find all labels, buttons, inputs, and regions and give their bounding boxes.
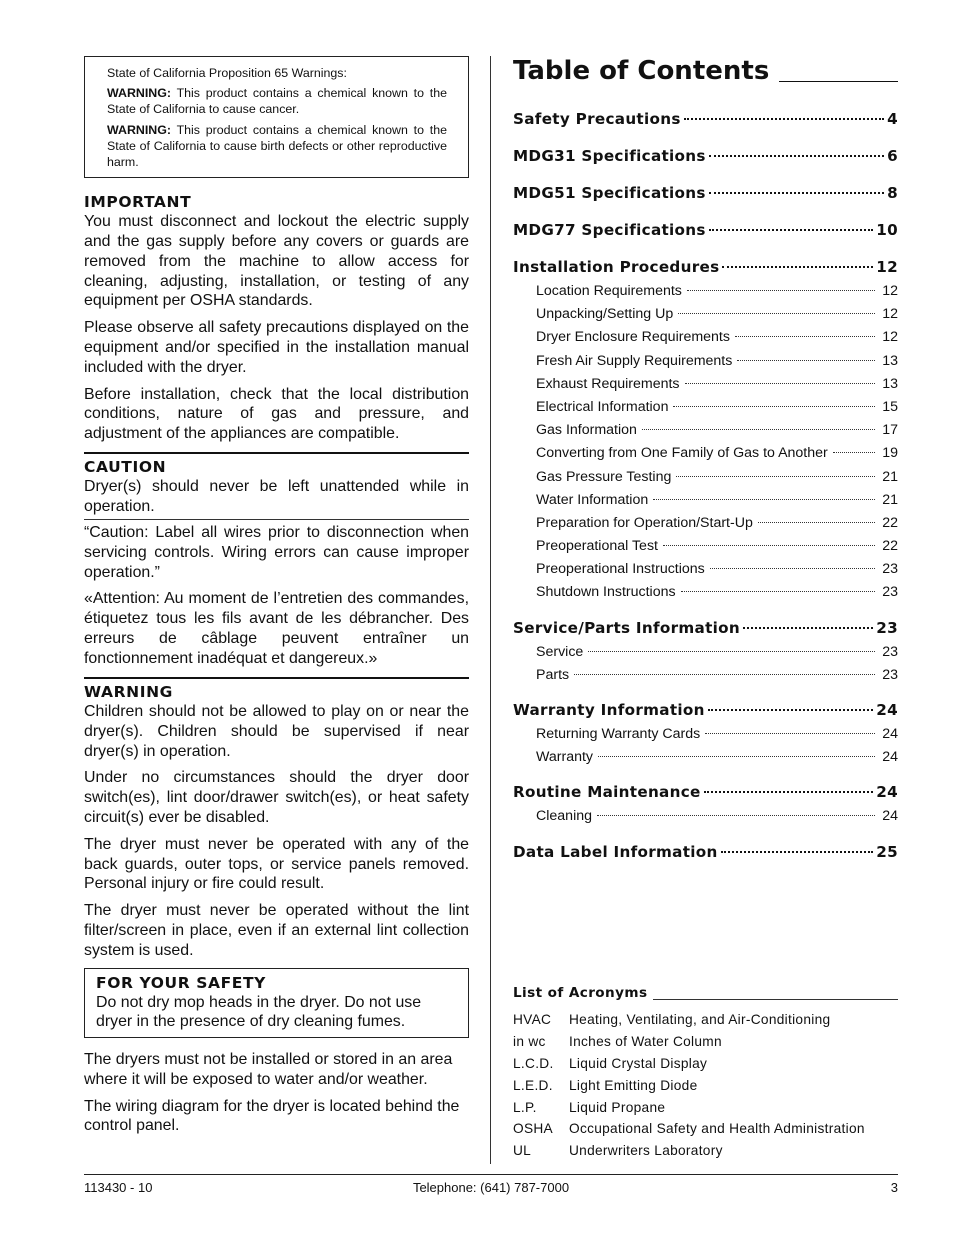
toc-section: [513, 618, 898, 687]
dot-leader: [709, 192, 884, 194]
toc-subentry-title: Water Information: [536, 491, 649, 508]
toc-entry-page: 10: [876, 221, 898, 239]
warning-heading: WARNING: [84, 682, 173, 701]
dot-leader: [678, 313, 875, 314]
toc-subentry-title: Exhaust Requirements: [536, 375, 680, 392]
title-underline: [779, 81, 898, 82]
prop65-heading: State of California Proposition 65 Warnings:: [107, 66, 347, 80]
toc-entry[interactable]: [513, 183, 898, 203]
toc-subentry[interactable]: [513, 466, 898, 489]
acronym-row: [513, 1097, 898, 1119]
prop65-warning-box: [84, 56, 469, 178]
warning-paragraph: Children should not be allowed to play on or near the dryer(s). Children should be supervised if near dryer(s) in operation.: [84, 702, 469, 760]
closing-paragraph: The dryers must not be installed or stored in an area where it will be exposed to water and/or weather.: [84, 1051, 453, 1088]
caution-divider: [84, 519, 469, 520]
toc-subentry-title: Shutdown Instructions: [536, 584, 676, 601]
for-your-safety-text: Do not dry mop heads in the dryer. Do not use dryer in the presence of dry cleaning fumes.: [96, 993, 422, 1031]
toc-subentry[interactable]: [513, 442, 898, 465]
toc-subentry[interactable]: [513, 373, 898, 396]
toc-entry[interactable]: [513, 782, 898, 802]
toc-subentry[interactable]: [513, 280, 898, 303]
toc-subentry[interactable]: [513, 303, 898, 326]
dot-leader: [710, 568, 875, 569]
caution-french-text: «Attention: Au moment de l’entretien des commandes, étiquetez tous les fils avant de les débrancher. Des erreurs de câblage peuvent entraîner un fonctionnement inadéquat et dangereux.»: [84, 590, 469, 667]
toc-entry[interactable]: [513, 257, 898, 277]
toc-subentry[interactable]: [513, 805, 898, 828]
dot-leader: [708, 709, 874, 711]
toc-subentry-title: Unpacking/Setting Up: [536, 306, 674, 323]
acronyms-heading: List of Acronyms: [513, 985, 648, 1001]
toc-entry[interactable]: [513, 842, 898, 862]
toc-subentry-page: 12: [882, 329, 898, 346]
toc-subentry-title: Cleaning: [536, 808, 593, 825]
toc-subentry-page: 13: [882, 375, 898, 392]
acronyms-underline: [653, 999, 898, 1000]
toc-entry-page: 25: [876, 842, 898, 861]
dot-leader: [684, 118, 884, 120]
toc-subentries: [513, 280, 898, 605]
toc-section: [513, 842, 898, 862]
toc-subentry-title: Preoperational Instructions: [536, 561, 705, 578]
toc-subentry-title: Fresh Air Supply Requirements: [536, 352, 733, 369]
important-paragraph: You must disconnect and lockout the electric supply and the gas supply before any covers or guards are removed from the machine to allow access for cleaning, adjusting, installation, or testing of any equipment per OSHA standards.: [84, 213, 469, 310]
acronym-meaning: Liquid Crystal Display: [569, 1055, 708, 1071]
prop65-cancer-warning: [107, 85, 447, 117]
toc-section: [513, 700, 898, 769]
dot-leader: [833, 452, 875, 453]
toc-entry-title: Installation Procedures: [513, 258, 720, 276]
cancer-warning-text: This product contains a chemical known to the State of California to cause cancer.: [107, 86, 447, 117]
toc-subentry[interactable]: [513, 489, 898, 512]
acronym-row: [513, 1118, 898, 1140]
caution-label-wires: “Caution: Label all wires prior to disconnection when servicing controls. Wiring errors can cause improper operation.”: [84, 523, 469, 581]
toc-subentry[interactable]: [513, 746, 898, 769]
toc-subentry-page: 19: [882, 445, 898, 462]
toc-subentry-page: 24: [882, 808, 898, 825]
toc-entry-title: Warranty Information: [513, 701, 705, 719]
toc-subentry-page: 13: [882, 352, 898, 369]
dot-leader: [709, 155, 884, 157]
toc-section: [513, 146, 898, 166]
safety-column: [84, 56, 469, 1136]
birth-defect-warning-text: This product contains a chemical known to the State of California to cause birth defects or other reproductive harm.: [107, 122, 447, 170]
important-paragraph: Before installation, check that the local distribution conditions, nature of gas and pressure, and adjustment of the appliances are compatible.: [84, 385, 469, 443]
toc-entry-page: 24: [876, 701, 898, 719]
toc-subentry-page: 21: [882, 491, 898, 508]
page-number: 3: [890, 1180, 898, 1195]
section-divider: [84, 452, 469, 454]
toc-subentry-title: Location Requirements: [536, 283, 682, 299]
acronym-abbreviation: L.P.: [513, 1099, 537, 1115]
toc-subentry[interactable]: [513, 664, 898, 687]
toc-subentry[interactable]: [513, 723, 898, 746]
toc-subentry[interactable]: [513, 326, 898, 349]
acronym-row: [513, 1031, 898, 1053]
acronym-abbreviation: in wc: [513, 1033, 546, 1049]
toc-subentry-page: 24: [882, 749, 898, 766]
prop65-birth-defect-warning: [107, 122, 447, 171]
toc-subentries: [513, 641, 898, 687]
acronym-meaning: Heating, Ventilating, and Air-Conditioning: [569, 1012, 831, 1027]
toc-subentry-page: 22: [882, 538, 898, 555]
acronyms-section: [513, 985, 898, 1162]
toc-subentry-page: 15: [882, 398, 898, 415]
acronyms-header: [513, 985, 898, 1001]
toc-subentry[interactable]: [513, 581, 898, 604]
dot-leader: [704, 791, 874, 793]
warning-label: WARNING:: [107, 86, 172, 101]
section-divider: [84, 677, 469, 679]
dot-leader: [676, 476, 875, 477]
toc-subentries: [513, 723, 898, 769]
toc-subentry[interactable]: [513, 350, 898, 373]
toc-subentry[interactable]: [513, 558, 898, 581]
toc-entry[interactable]: [513, 109, 898, 129]
column-divider: [490, 56, 491, 1164]
for-your-safety-box: [84, 968, 469, 1039]
toc-entry[interactable]: [513, 618, 898, 638]
dot-leader: [653, 499, 875, 500]
acronym-row: [513, 1140, 898, 1162]
acronym-meaning: Light Emitting Diode: [569, 1077, 698, 1093]
toc-entry-page: 6: [887, 147, 898, 165]
toc-subentry-page: 12: [882, 306, 898, 323]
toc-subentry-page: 23: [882, 561, 898, 578]
dot-leader: [721, 851, 874, 853]
toc-entry-page: 8: [887, 184, 898, 202]
toc-section: [513, 782, 898, 828]
acronym-row: [513, 1009, 898, 1031]
warning-paragraph: Under no circumstances should the dryer door switch(es), lint door/drawer switch(es), or heat safety circuit(s) ever be disabled.: [84, 769, 469, 826]
toc-section: [513, 220, 898, 240]
toc-entry-page: 24: [876, 783, 898, 802]
toc-subentry-title: Returning Warranty Cards: [536, 726, 701, 742]
toc-subentry-page: 22: [882, 514, 898, 531]
toc-subentry-page: 17: [882, 422, 898, 439]
toc-list: [513, 109, 898, 862]
toc-entry-title: MDG51 Specifications: [513, 184, 706, 202]
toc-subentry-title: Parts: [536, 666, 570, 683]
dot-leader: [673, 406, 875, 407]
dot-leader: [743, 627, 873, 629]
toc-subentry-page: 12: [882, 283, 898, 299]
dot-leader: [722, 266, 873, 268]
dot-leader: [735, 336, 875, 337]
toc-subentry-title: Gas Pressure Testing: [536, 468, 672, 485]
for-your-safety-heading: FOR YOUR SAFETY: [96, 973, 266, 992]
toc-title-row: [513, 56, 898, 86]
acronym-meaning: Occupational Safety and Health Administration: [569, 1121, 865, 1137]
toc-entry-title: Safety Precautions: [513, 110, 681, 128]
caution-text: Dryer(s) should never be left unattended while in operation.: [84, 478, 469, 516]
dot-leader: [687, 290, 875, 291]
acronym-abbreviation: L.C.D.: [513, 1055, 554, 1071]
toc-entry-title: MDG77 Specifications: [513, 221, 706, 239]
acronym-meaning: Inches of Water Column: [569, 1033, 722, 1049]
warning-paragraph: The dryer must never be operated with any of the back guards, outer tops, or service panels removed. Personal injury or fire could result.: [84, 835, 469, 893]
dot-leader: [758, 522, 875, 523]
dot-leader: [597, 815, 875, 816]
dot-leader: [642, 429, 875, 430]
warning-paragraph: The dryer must never be operated without the lint filter/screen in place, even if an external lint collection system is used.: [84, 902, 469, 959]
acronym-abbreviation: L.E.D.: [513, 1077, 553, 1093]
toc-entry-page: 12: [876, 258, 898, 276]
toc-column: [513, 56, 898, 1159]
dot-leader: [663, 545, 875, 546]
dot-leader: [574, 674, 875, 675]
toc-subentry[interactable]: [513, 535, 898, 558]
toc-subentry-title: Preparation for Operation/Start-Up: [536, 514, 753, 531]
acronym-row: [513, 1053, 898, 1075]
toc-entry-title: Service/Parts Information: [513, 618, 741, 637]
toc-subentry-title: Service: [536, 643, 584, 660]
caution-heading: CAUTION: [84, 458, 167, 477]
toc-subentry-page: 24: [882, 726, 898, 742]
dot-leader: [709, 229, 874, 231]
toc-subentry-title: Gas Information: [536, 422, 637, 439]
toc-subentry[interactable]: [513, 396, 898, 419]
toc-entry-page: 23: [876, 618, 898, 637]
toc-entry-title: Data Label Information: [513, 842, 718, 861]
acronym-row: [513, 1075, 898, 1097]
dot-leader: [598, 756, 875, 757]
acronym-abbreviation: OSHA: [513, 1121, 553, 1137]
toc-subentries: [513, 805, 898, 828]
dot-leader: [685, 383, 875, 384]
acronym-list: [513, 1009, 898, 1162]
acronym-meaning: Underwriters Laboratory: [569, 1143, 723, 1159]
important-heading: IMPORTANT: [84, 193, 192, 212]
toc-title: Table of Contents: [513, 56, 770, 86]
toc-subentry[interactable]: [513, 419, 898, 442]
toc-entry-page: 4: [887, 110, 898, 128]
toc-entry[interactable]: [513, 700, 898, 720]
dot-leader: [681, 591, 875, 592]
toc-entry-title: Routine Maintenance: [513, 783, 701, 802]
toc-entry[interactable]: [513, 146, 898, 166]
toc-subentry-title: Electrical Information: [536, 398, 669, 415]
toc-section: [513, 183, 898, 203]
closing-paragraph: The wiring diagram for the dryer is located behind the control panel.: [84, 1097, 460, 1135]
toc-subentry[interactable]: [513, 641, 898, 664]
toc-section: [513, 109, 898, 129]
telephone: Telephone: (641) 787-7000: [412, 1180, 570, 1195]
toc-subentry-page: 23: [882, 666, 898, 683]
dot-leader: [588, 651, 875, 652]
dot-leader: [737, 360, 875, 361]
toc-subentry-page: 23: [882, 584, 898, 601]
toc-subentry-title: Preoperational Test: [536, 538, 658, 555]
toc-section: [513, 257, 898, 605]
toc-entry-title: MDG31 Specifications: [513, 147, 706, 165]
toc-subentry[interactable]: [513, 512, 898, 535]
toc-subentry-title: Warranty: [536, 749, 594, 766]
footer-divider: [84, 1174, 898, 1175]
important-paragraph: Please observe all safety precautions displayed on the equipment and/or specified in the installation manual included with the dryer.: [84, 319, 469, 376]
warning-label: WARNING:: [107, 122, 172, 137]
toc-subentry-title: Converting from One Family of Gas to Another: [536, 445, 828, 462]
acronym-meaning: Liquid Propane: [569, 1099, 666, 1115]
toc-entry[interactable]: [513, 220, 898, 240]
part-number: 113430 - 10: [84, 1180, 153, 1195]
acronym-abbreviation: HVAC: [513, 1012, 552, 1027]
acronym-abbreviation: UL: [513, 1143, 532, 1159]
dot-leader: [705, 733, 875, 734]
toc-subentry-title: Dryer Enclosure Requirements: [536, 329, 730, 346]
toc-subentry-page: 23: [882, 643, 898, 660]
toc-subentry-page: 21: [882, 468, 898, 485]
